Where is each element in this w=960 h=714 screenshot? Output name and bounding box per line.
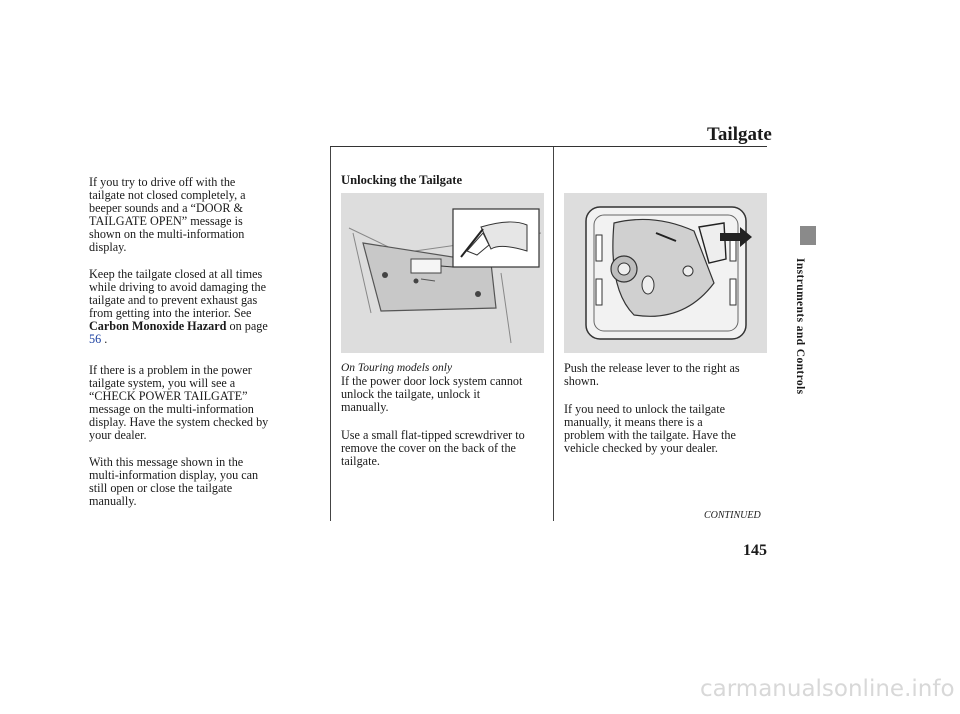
col3-paragraph-2: If you need to unlock the tailgate manually, it means there is a problem with the tailgate. Have the vehicle checked by your dealer. [564,402,736,455]
carbon-monoxide-reference: Carbon Monoxide Hazard [89,319,227,333]
figure-caption-touring: On Touring models only [341,362,453,374]
col1-paragraph-2-text: Keep the tailgate closed at all times while driving to avoid damaging the tailgate and to prevent exhaust gas from getting into the interior. See [89,267,267,320]
tailgate-cover-drawing [341,193,544,353]
section-tab [800,226,816,245]
page-title: Tailgate [707,124,772,145]
watermark-text: carmanualsonline.info [700,676,955,702]
release-lever-illustration [564,193,767,353]
column-divider-2 [553,147,554,521]
col1-paragraph-3: If there is a problem in the power tailgate system, you will see a “CHECK POWER TAILGATE” message on the multi-information display. Have the system checked by your dealer. [89,363,269,442]
col2-paragraph-2: Use a small flat-tipped screwdriver to remove the cover on the back of the tailgate. [341,428,525,468]
page-number: 145 [743,542,767,559]
section-heading-unlocking: Unlocking the Tailgate [341,173,463,187]
continued-label: CONTINUED [704,510,761,521]
col3-paragraph-1: Push the release lever to the right as shown. [564,361,740,388]
page-56-link[interactable]: 56 [89,332,102,346]
col1-paragraph-1: If you try to drive off with the tailgate not closed completely, a beeper sounds and a “DOOR & TAILGATE OPEN” message is shown on the multi-information display. [89,175,246,254]
col1-paragraph-2 [89,268,324,346]
release-lever-drawing [564,193,767,353]
column-divider-1 [330,147,331,521]
col1-paragraph-2-tail: on page [226,319,268,333]
section-side-label: Instruments and Controls [794,258,806,395]
col1-paragraph-2-end: . [101,332,108,346]
col1-paragraph-4: With this message shown in the multi-information display, you can still open or close the tailgate manually. [89,455,259,508]
tailgate-cover-illustration [341,193,544,353]
header-rule [330,146,767,147]
col2-paragraph-1: If the power door lock system cannot unlock the tailgate, unlock it manually. [341,374,523,414]
